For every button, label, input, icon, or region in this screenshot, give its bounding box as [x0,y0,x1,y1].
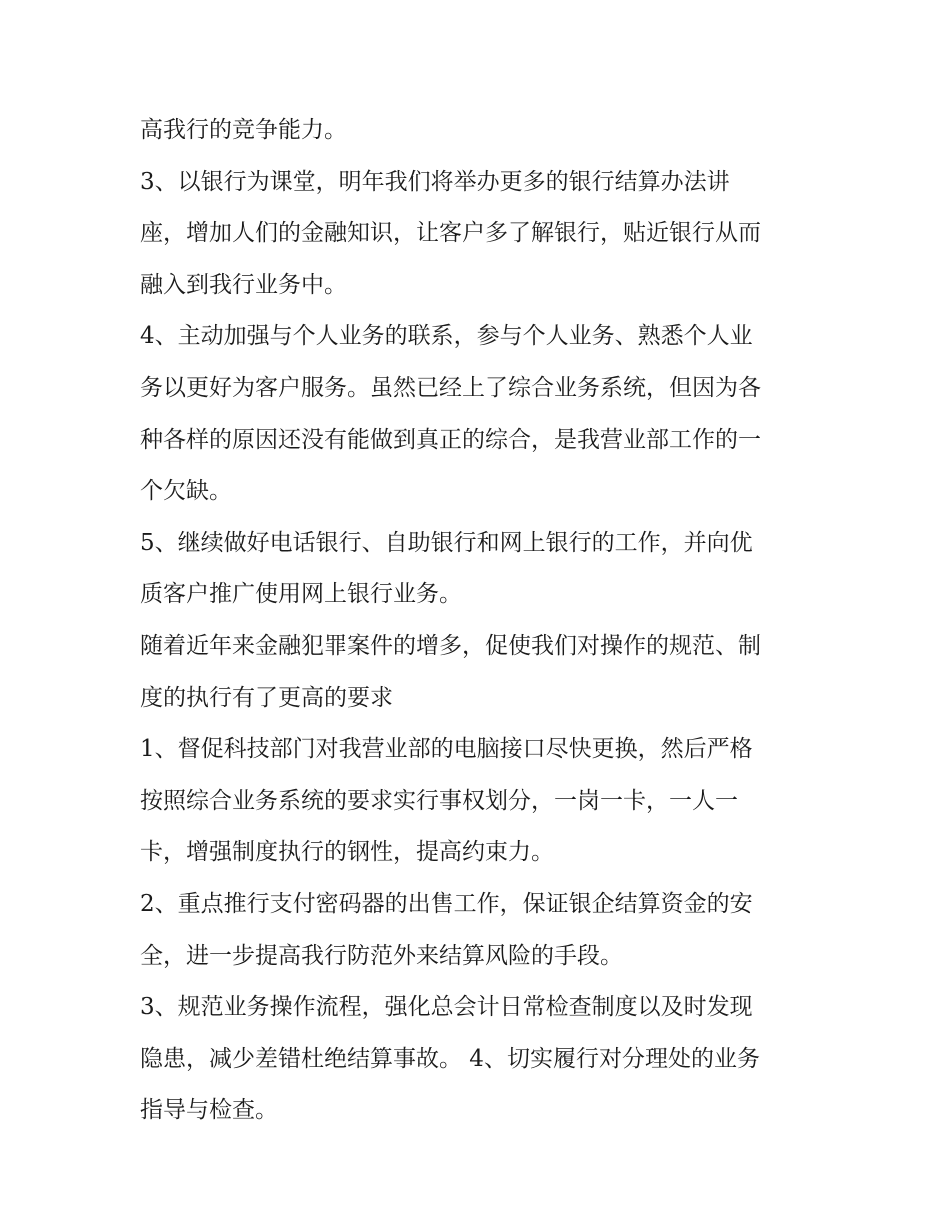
text-line: 4、主动加强与个人业务的联系，参与个人业务、熟悉个人业 [140,323,753,350]
text-line: 座，增加人们的金融知识，让客户多了解银行，贴近银行从而 [140,220,761,247]
text-line: 2、重点推行支付密码器的出售工作，保证银企结算资金的安 [140,890,753,917]
text-line: 3、以银行为课堂，明年我们将举办更多的银行结算办法讲 [140,168,730,195]
text-line: 3、规范业务操作流程，强化总会计日常检查制度以及时发现 [140,994,753,1021]
text-line: 隐患，减少差错杜绝结算事故。 4、切实履行对分理处的业务 [140,1045,760,1072]
text-line: 高我行的竞争能力。 [140,117,347,143]
text-line: 5、继续做好电话银行、自助银行和网上银行的工作，并向优 [140,529,753,556]
text-line: 卡，增强制度执行的钢性，提高约束力。 [140,839,554,866]
text-line: 随着近年来金融犯罪案件的增多，促使我们对操作的规范、制 [140,632,761,659]
text-line: 度的执行有了更高的要求 [140,684,393,711]
text-line: 种各样的原因还没有能做到真正的综合，是我营业部工作的一 [140,426,761,453]
text-line: 务以更好为客户服务。虽然已经上了综合业务系统，但因为各 [140,374,761,401]
text-line: 按照综合业务系统的要求实行事权划分，一岗一卡，一人一 [140,787,738,814]
text-line: 全，进一步提高我行防范外来结算风险的手段。 [140,942,623,969]
document-body [140,105,820,1137]
text-line: 指导与检查。 [140,1097,278,1124]
text-line: 1、督促科技部门对我营业部的电脑接口尽快更换，然后严格 [140,736,753,763]
text-line: 质客户推广使用网上银行业务。 [140,581,462,608]
text-line: 融入到我行业务中。 [140,271,347,298]
text-line: 个欠缺。 [140,478,232,505]
